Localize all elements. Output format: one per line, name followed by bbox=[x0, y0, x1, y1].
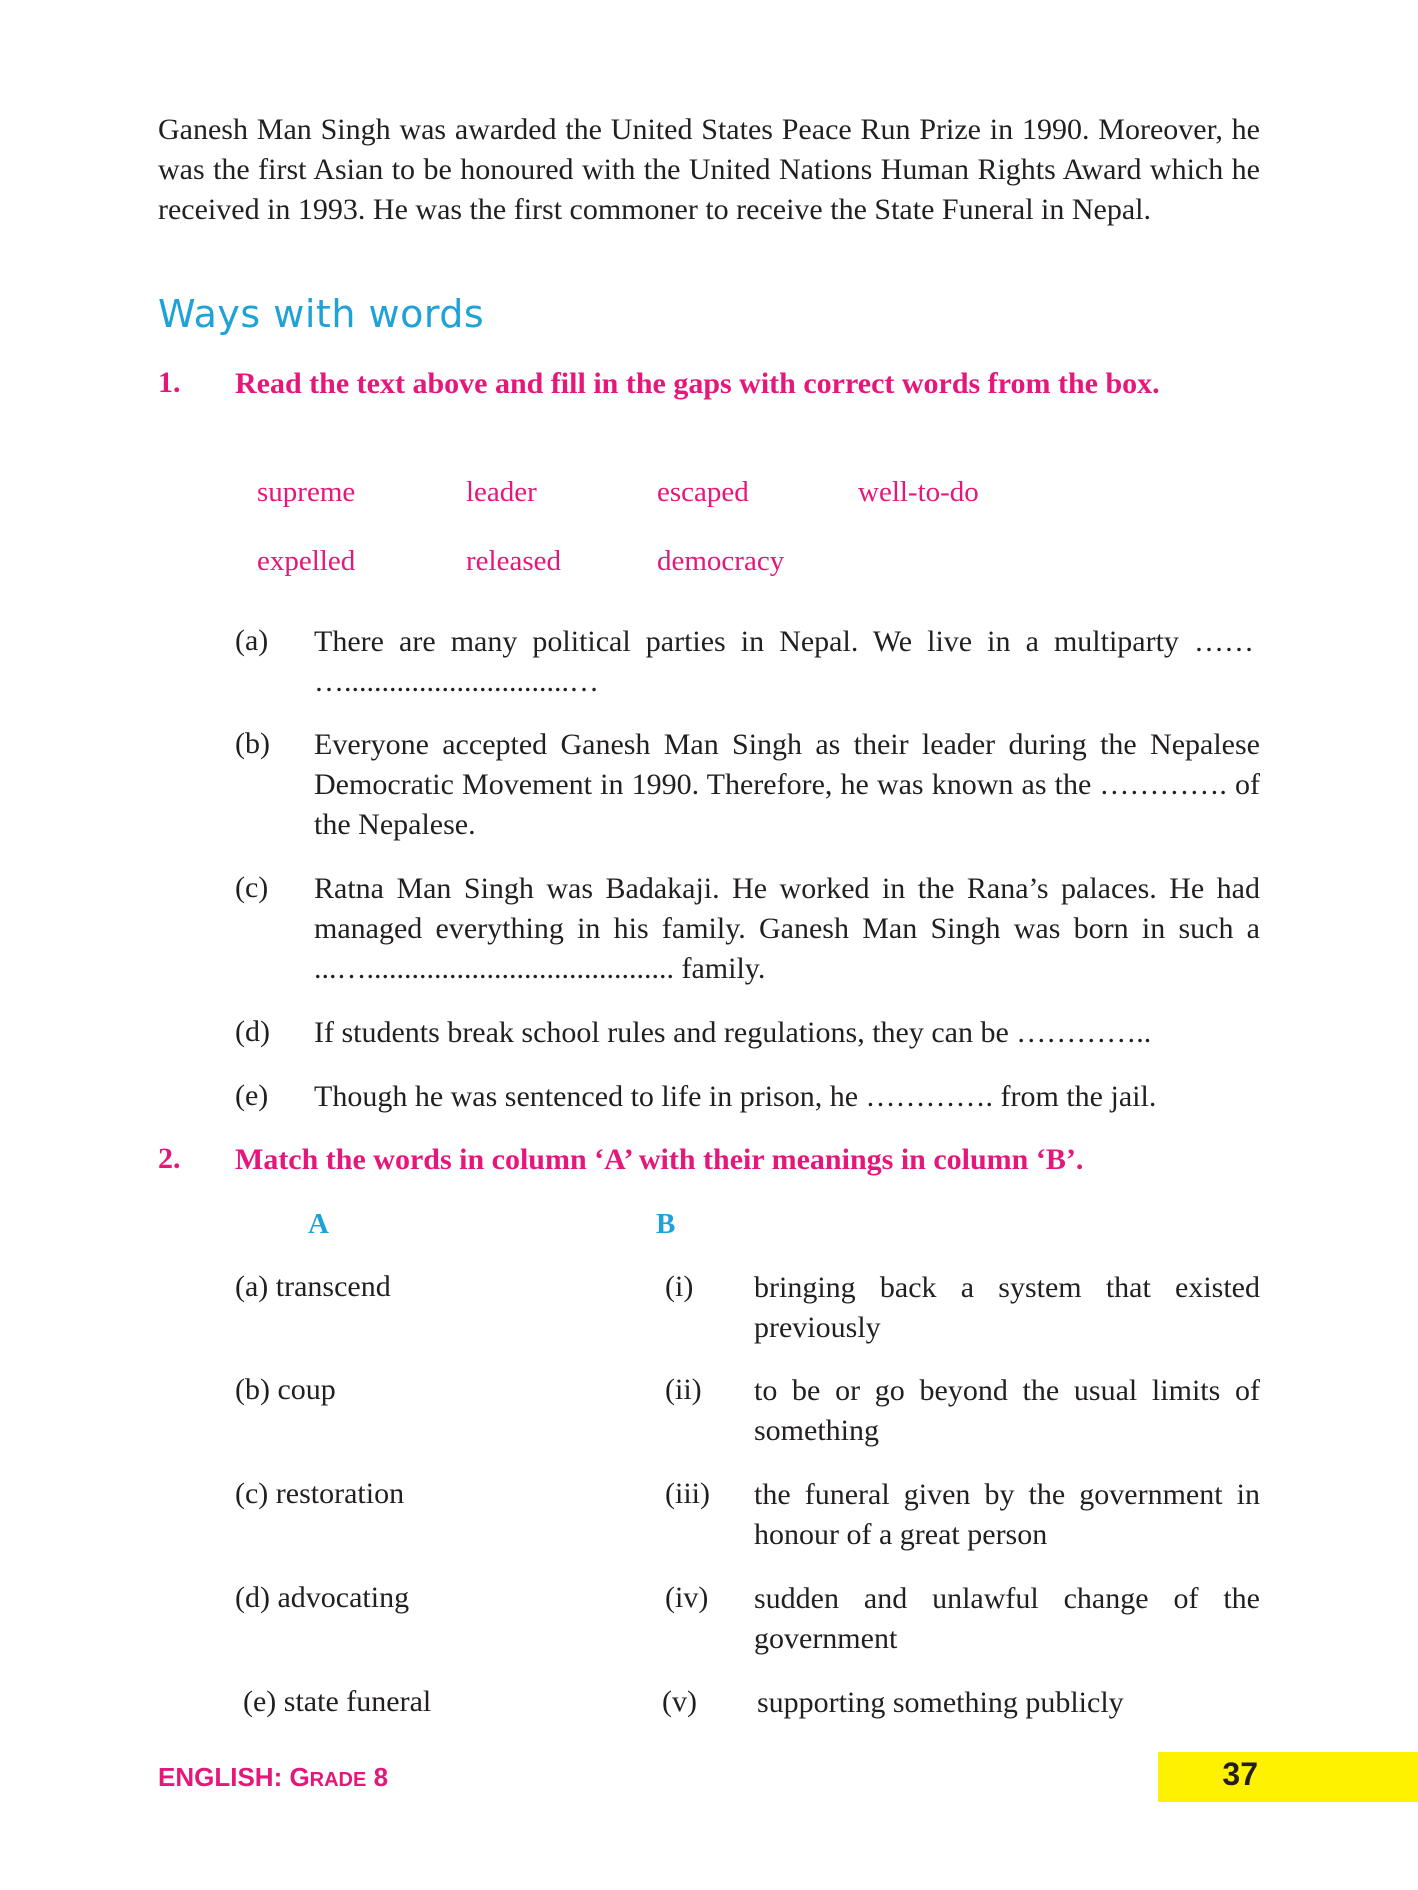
item-text: Ratna Man Singh was Badakaji. He worked in the Rana’s palaces. He had managed everything in his family. Ganesh Man Singh was born in such a ...…......................................... family. bbox=[314, 872, 1260, 985]
word-box-item: escaped bbox=[657, 476, 749, 508]
item-label: (a) bbox=[235, 624, 269, 657]
intro-paragraph: Ganesh Man Singh was awarded the United States Peace Run Prize in 1990. Moreover, he was the first Asian to be honoured with the United Nations Human Rights Award which he received in 1993. He was the first commoner to receive the State Funeral in Nepal. bbox=[158, 113, 1260, 226]
word-box-item: democracy bbox=[657, 545, 785, 577]
item-text: There are many political parties in Nepal. We live in a multiparty …… …..............................… bbox=[314, 625, 1254, 698]
item-text: If students break school rules and regulations, they can be ………….. bbox=[314, 1016, 1152, 1049]
question-1-text: Read the text above and fill in the gaps with correct words from the box. bbox=[235, 367, 1160, 400]
word-box-item: leader bbox=[466, 476, 537, 508]
word-box-item: well-to-do bbox=[858, 476, 979, 508]
column-a-word: (d) advocating bbox=[235, 1581, 410, 1614]
column-b-number: (iii) bbox=[665, 1477, 710, 1510]
column-b-meaning: to be or go beyond the usual limits of something bbox=[754, 1374, 1260, 1447]
column-b-meaning: bringing back a system that existed previously bbox=[754, 1271, 1260, 1344]
item-text: Though he was sentenced to life in prison, he …………. from the jail. bbox=[314, 1080, 1157, 1113]
column-a-word: (b) coup bbox=[235, 1373, 336, 1406]
item-label: (c) bbox=[235, 871, 269, 904]
column-a-word: (a) transcend bbox=[235, 1270, 391, 1303]
column-a-header: A bbox=[308, 1208, 329, 1240]
page-number-band bbox=[1158, 1752, 1418, 1802]
word-box-item: supreme bbox=[257, 476, 356, 508]
item-label: (b) bbox=[235, 727, 270, 760]
column-b-meaning: the funeral given by the government in honour of a great person bbox=[754, 1478, 1260, 1551]
book-title: ENGLISH: GRADE 8 bbox=[158, 1762, 389, 1792]
question-1-number: 1. bbox=[158, 366, 181, 399]
column-b-meaning: supporting something publicly bbox=[757, 1686, 1124, 1719]
word-box-item: released bbox=[466, 545, 561, 577]
item-text: Everyone accepted Ganesh Man Singh as their leader during the Nepalese Democratic Movement in 1990. Therefore, he was known as the …………. of the Nepalese. bbox=[314, 728, 1260, 841]
item-label: (e) bbox=[235, 1079, 269, 1112]
question-2-number: 2. bbox=[158, 1142, 181, 1175]
page-number: 37 bbox=[1222, 1756, 1258, 1792]
item-label: (d) bbox=[235, 1015, 270, 1048]
column-b-meaning: sudden and unlawful change of the government bbox=[754, 1582, 1260, 1655]
column-b-number: (iv) bbox=[665, 1581, 709, 1614]
question-2-text: Match the words in column ‘A’ with their meanings in column ‘B’. bbox=[235, 1143, 1084, 1176]
column-b-header: B bbox=[656, 1208, 676, 1240]
column-b-number: (ii) bbox=[665, 1373, 702, 1406]
column-a-word: (c) restoration bbox=[235, 1477, 405, 1510]
column-b-number: (i) bbox=[665, 1270, 694, 1303]
word-box-item: expelled bbox=[257, 545, 356, 577]
column-a-word: (e) state funeral bbox=[243, 1685, 432, 1718]
column-b-number: (v) bbox=[662, 1685, 697, 1718]
section-heading: Ways with words bbox=[158, 292, 485, 336]
